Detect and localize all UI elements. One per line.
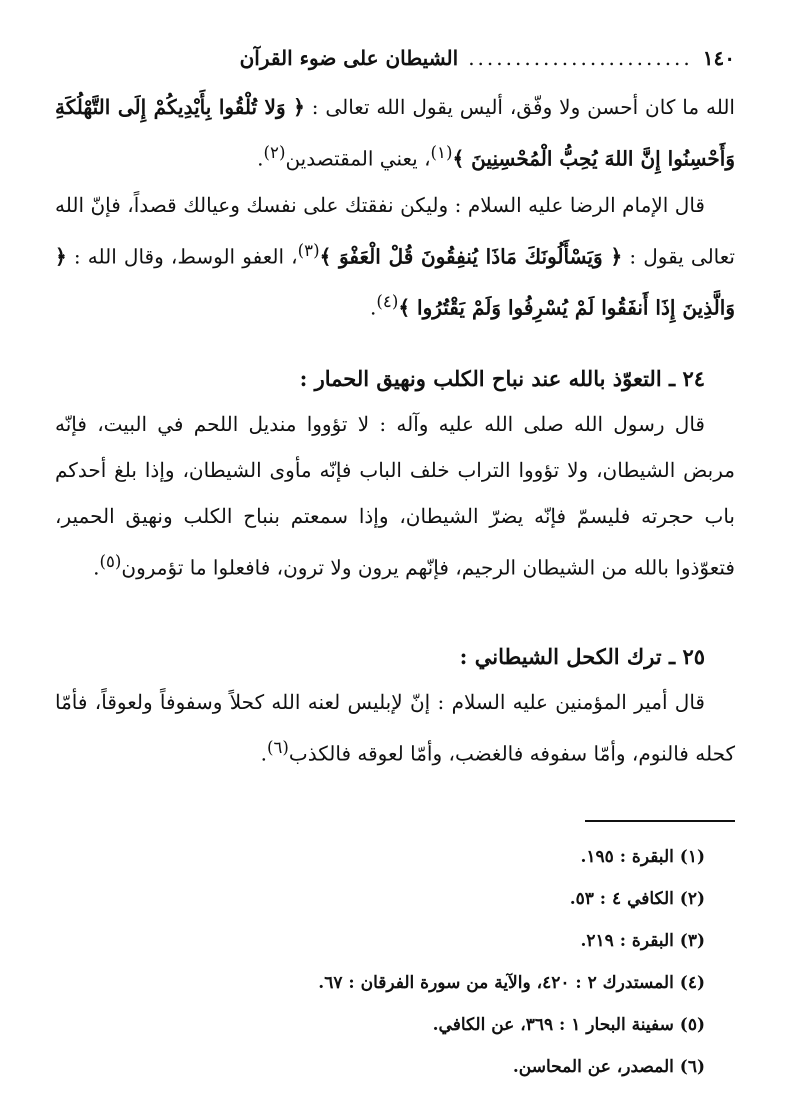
- quran-verse: ﴿ وَالَّذِينَ إِذَا أَنفَقُوا لَمْ يُسْرِفُوا وَلَمْ يَقْتُرُوا ﴾: [55, 244, 735, 320]
- running-header: [55, 38, 735, 78]
- book-title: الشيطان على ضوء القرآن: [239, 46, 459, 70]
- footnote-ref[interactable]: (٣): [297, 240, 320, 260]
- footnote-ref[interactable]: (٦): [266, 737, 289, 757]
- footnote-ref[interactable]: (٥): [99, 551, 122, 571]
- footnote-item: (١) البقرة : ١٩٥.: [580, 847, 705, 868]
- paragraph-end: .: [370, 295, 377, 320]
- footnote-item: (٦) المصدر، عن المحاسن.: [512, 1057, 705, 1078]
- footnote-item: (٤) المستدرك ٢ : ٤٢٠، والآية من سورة الفرقان : ٦٧.: [318, 973, 705, 994]
- footnote-ref[interactable]: (٢): [263, 143, 286, 162]
- book-page: [55, 38, 735, 1088]
- paragraph-text: ، يعني المقتصدين: [285, 146, 431, 171]
- paragraph-text: قال الإمام الرضا عليه السلام : وليكن نفقتك على نفسك وعيالك قصداً، فإنّ الله تعالى يقول :: [55, 192, 735, 269]
- paragraph-end: .: [260, 741, 267, 766]
- footnote-separator: [585, 820, 735, 822]
- paragraph-continuation: [55, 84, 735, 182]
- section-heading-25: ٢٥ ـ ترك الكحل الشيطاني :: [459, 643, 705, 669]
- header-dot-leader: ........................: [468, 46, 693, 70]
- section-heading-24: ٢٤ ـ التعوّذ بالله عند نباح الكلب ونهيق الحمار :: [299, 365, 705, 391]
- quran-verse: ﴿ وَلا تُلْقُوا بِأَيْدِيكُمْ إِلَى التَّهْلُكَةِ وَأَحْسِنُوا إِنَّ اللهَ يُحِبُّ الْمُحْسِنِينَ ﴾: [55, 95, 735, 171]
- paragraph-text: قال أمير المؤمنين عليه السلام : إنّ لإبليس لعنه الله كحلاً وسفوفاً ولعوقاً، فأمّا كحله فالنوم، وأمّا سفوفه فالغضب، وأمّا لعوقه فالكذب: [55, 689, 735, 766]
- paragraph-rida: [55, 182, 735, 331]
- paragraph-end: .: [257, 146, 264, 171]
- footnote-item: (٣) البقرة : ٢١٩.: [580, 931, 705, 952]
- footnote-item: (٥) سفينة البحار ١ : ٣٦٩، عن الكافي.: [432, 1015, 705, 1036]
- paragraph-end: .: [93, 555, 100, 580]
- footnote-ref[interactable]: (٤): [376, 292, 399, 312]
- footnote-item: (٢) الكافي ٤ : ٥٣.: [569, 889, 705, 910]
- footnote-ref[interactable]: (١): [430, 143, 453, 162]
- paragraph-section-24: [55, 401, 735, 591]
- paragraph-text: الله ما كان أحسن ولا وفّق، أليس يقول الله تعالى :: [304, 95, 735, 119]
- paragraph-text: قال رسول الله صلى الله عليه وآله : لا تؤووا منديل اللحم في البيت، فإنّه مربض الشيطان، ولا تؤووا التراب خلف الباب فإنّه مأوى الشيطان، وإذا بلغ أحدكم باب حجرته فليسمّ فإنّه يضرّ الشيطان، وإذا سمعتم بنباح الكلب ونهيق الحمير، فتعوّذوا بالله من الشيطان الرجيم، فإنّهم يرون ولا ترون، فافعلوا ما تؤمرون: [55, 411, 735, 580]
- footnotes-list: [55, 836, 735, 1088]
- paragraph-text: ، العفو الوسط، وقال الله :: [66, 244, 298, 269]
- page-number: ١٤٠: [702, 46, 735, 70]
- quran-verse: ﴿ وَيَسْأَلُونَكَ مَاذَا يُنفِقُونَ قُلْ الْعَفْوَ ﴾: [319, 244, 623, 269]
- paragraph-section-25: [55, 679, 735, 777]
